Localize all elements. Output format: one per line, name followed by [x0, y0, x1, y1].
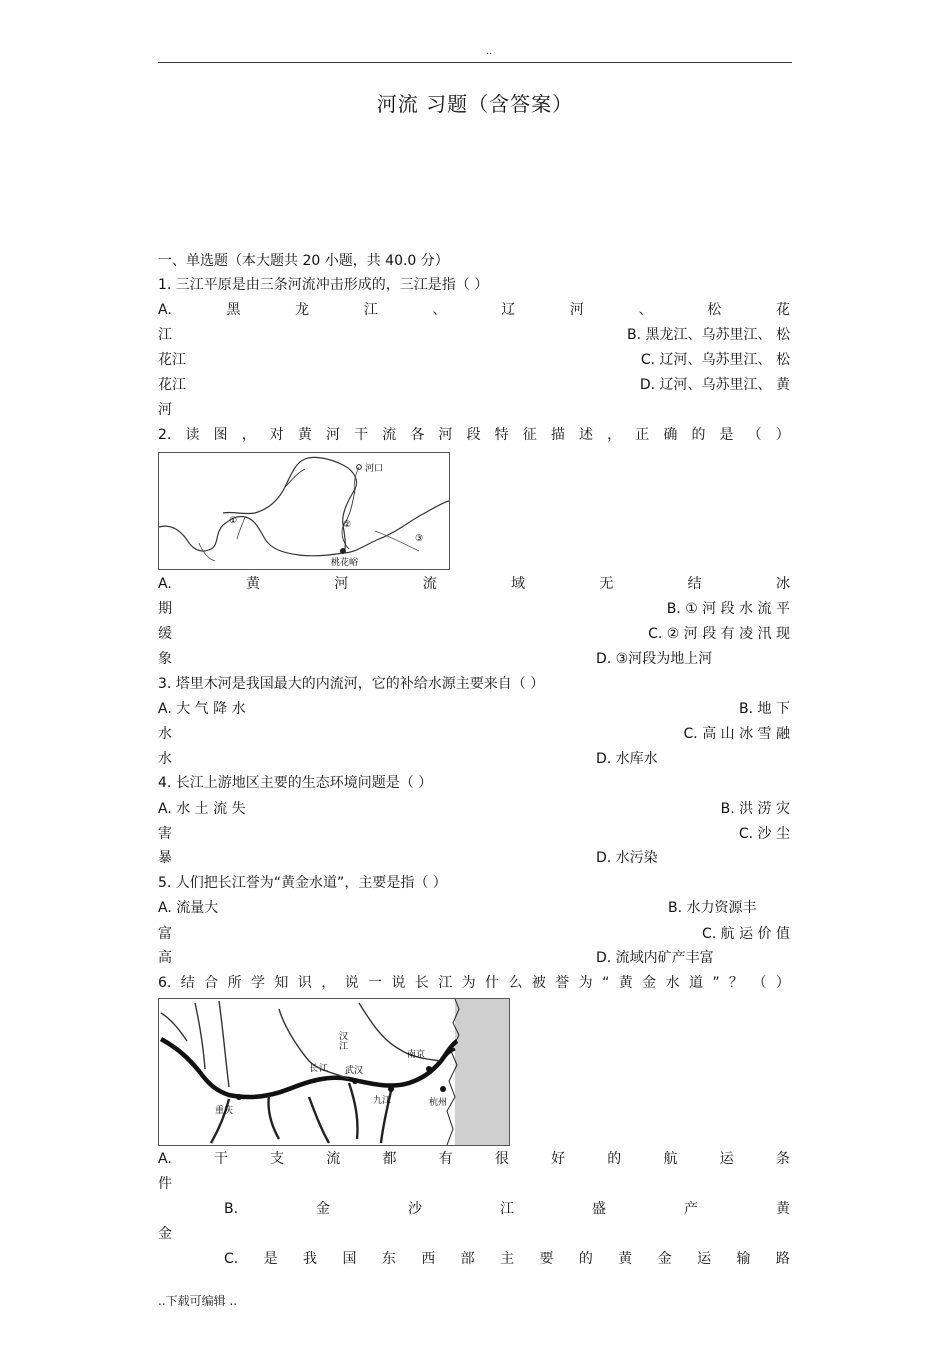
map-label-hekou: 河口: [365, 464, 384, 474]
chongqing-marker: [236, 1094, 242, 1100]
q6-option-b-char: 江: [500, 1201, 515, 1217]
sea-area: [455, 999, 509, 1145]
q6-option-a-tail: 件: [158, 1176, 172, 1192]
q6-option-c-char: 主: [500, 1251, 515, 1267]
q2-option-a-char: 结: [687, 576, 702, 592]
q6-stem-char: ，: [321, 975, 336, 991]
q6-option-a-char: 支: [270, 1151, 285, 1167]
q2-option-a-tail: 期: [158, 601, 172, 617]
q2-stem-char: 流: [382, 427, 397, 443]
map-label-nanjing: 南京: [407, 1050, 426, 1060]
q2-option-b: B. ① 河 段 水 流 平: [666, 601, 790, 617]
q6-option-a-char: 条: [775, 1151, 790, 1167]
q2-option-a-char: 黄: [246, 576, 261, 592]
q6-stem-char: 所: [227, 975, 242, 991]
wuhan-marker: [352, 1078, 358, 1084]
q3-option-b-tail: 水: [158, 726, 172, 742]
q2-stem-char: ，: [241, 427, 256, 443]
q6-option-a-char: 好: [551, 1151, 566, 1167]
q6-option-b-char: 产: [683, 1201, 698, 1217]
jiujiang-marker: [388, 1086, 394, 1092]
q6-stem-char: 6.: [158, 975, 172, 991]
q6-option-c-char: 输: [736, 1251, 751, 1267]
q5-option-d: D. 流域内矿产丰富: [596, 950, 714, 966]
q6-stem-char: 一: [368, 975, 383, 991]
q1-option-a-char: 辽: [501, 302, 516, 318]
map-label-1: ①: [229, 516, 238, 526]
q2-stem-char: 河: [326, 427, 341, 443]
q6-option-c-char: 黄: [618, 1251, 633, 1267]
q5-option-c-tail: 高: [158, 950, 172, 966]
q6-stem-char: “: [602, 975, 610, 991]
q4-stem: 4. 长江上游地区主要的生态环境问题是（ ）: [158, 775, 433, 791]
q2-option-a: [158, 575, 790, 593]
taohuayu-marker: [340, 548, 346, 554]
map-label-wuhan: 武汉: [345, 1066, 364, 1076]
q2-stem-char: 描: [550, 427, 565, 443]
q6-stem-char: 说: [344, 975, 359, 991]
q6-stem-char: 水: [665, 975, 680, 991]
q6-stem-char: 什: [485, 975, 500, 991]
q3-option-a: A. 大 气 降 水: [158, 701, 246, 717]
q1-stem: 1. 三江平原是由三条河流冲击形成的，三江是指（ ）: [158, 277, 489, 293]
q1-option-d: D. 辽河、乌苏里江、 黄: [639, 377, 790, 393]
q6-stem-char: 说: [391, 975, 406, 991]
q2-stem-char: 征: [522, 427, 537, 443]
q6-option-a-char: 都: [382, 1151, 397, 1167]
section-heading: 一、单选题（本大题共 20 小题，共 40.0 分）: [158, 253, 449, 269]
q6-option-b-char: 盛: [592, 1201, 606, 1217]
q6-option-b-char: 黄: [775, 1201, 790, 1217]
q2-option-a-char: 河: [334, 576, 349, 592]
map-label-jiujiang: 九江: [373, 1096, 392, 1106]
map-label-2: ②: [343, 520, 352, 530]
map-label-3: ③: [415, 534, 424, 544]
q1-option-c: C. 辽河、乌苏里江、 松: [640, 352, 790, 368]
q2-stem-char: 对: [269, 427, 284, 443]
q1-option-a: [158, 301, 790, 319]
q4-option-c: C. 沙 尘: [738, 826, 790, 842]
q6-option-b-char: 金: [316, 1201, 331, 1217]
footer-text: ..下载可编辑 ..: [158, 1294, 238, 1308]
q2-option-a-char: 域: [511, 576, 526, 592]
q5-stem: 5. 人们把长江誉为“黄金水道”，主要是指（ ）: [158, 875, 447, 891]
q2-stem-char: 各: [410, 427, 425, 443]
q6-stem-char: 江: [438, 975, 453, 991]
q1-option-a-char: 江: [363, 302, 378, 318]
q2-stem-char: ）: [775, 427, 790, 443]
q6-stem-char: 金: [642, 975, 657, 991]
q2-stem-char: 是: [719, 427, 734, 443]
q2-option-a-char: 无: [599, 576, 614, 592]
q2-stem-char: （: [747, 427, 762, 443]
q2-stem-char: 图: [213, 427, 228, 443]
q6-option-a-char: A.: [158, 1151, 172, 1167]
q2-option-c: C. ② 河 段 有 凌 汛 现: [648, 626, 790, 642]
q6-stem-char: 长: [414, 975, 429, 991]
q6-option-a-char: 运: [719, 1151, 734, 1167]
map-label-chang: 长: [309, 1064, 319, 1074]
q6-stem-char: 为: [578, 975, 593, 991]
q6-option-c-char: 的: [578, 1251, 593, 1267]
q6-stem-char: ）: [775, 975, 790, 991]
q5-option-c: C. 航 运 价 值: [701, 926, 790, 942]
q1-option-c-tail: 花江: [158, 377, 186, 393]
q6-option-b-char: 沙: [408, 1201, 423, 1217]
q6-option-b: [224, 1200, 790, 1218]
q2-option-c-tail: 象: [158, 651, 172, 667]
q5-option-a: A. 流量大: [158, 900, 219, 916]
q2-stem: [158, 426, 790, 444]
q6-option-c-char: 要: [539, 1251, 554, 1267]
q6-option-c-char: C.: [224, 1251, 239, 1267]
q1-option-a-tail: 江: [158, 327, 172, 343]
map-label-han-jiang: 江: [339, 1042, 349, 1052]
q4-option-b: B. 洪 涝 灾: [720, 801, 790, 817]
q6-stem-char: 为: [461, 975, 476, 991]
header-dots: ..: [486, 46, 493, 57]
q2-option-a-char: A.: [158, 576, 172, 592]
q6-option-a: [158, 1150, 790, 1168]
q2-stem-char: 2.: [158, 427, 172, 443]
q1-option-a-char: 河: [569, 302, 584, 318]
q4-option-a: A. 水 土 流 失: [158, 801, 246, 817]
q6-option-a-char: 有: [438, 1151, 453, 1167]
q2-stem-char: 正: [635, 427, 650, 443]
q6-option-c-char: 我: [303, 1251, 318, 1267]
q4-option-d: D. 水污染: [596, 850, 658, 866]
header-rule: [158, 62, 792, 63]
q2-option-b-tail: 缓: [158, 626, 172, 642]
q3-option-b: B. 地 下: [739, 701, 790, 717]
q1-option-a-char: 黑: [226, 302, 241, 318]
q6-option-a-char: 流: [326, 1151, 341, 1167]
q3-stem: 3. 塔里木河是我国最大的内流河，它的补给水源主要来自（ ）: [158, 676, 545, 692]
q6-stem-char: 么: [508, 975, 523, 991]
q1-option-b-tail: 花江: [158, 352, 186, 368]
q1-option-a-char: 、: [638, 302, 653, 318]
q2-stem-char: 读: [185, 427, 200, 443]
map-label-taohuayu: 桃花峪: [331, 558, 359, 568]
q2-stem-char: ，: [607, 427, 622, 443]
q1-option-b: B. 黑龙江、乌苏里江、 松: [627, 327, 790, 343]
q2-option-d: D. ③河段为地上河: [596, 651, 713, 667]
map-label-jiang: 江: [319, 1064, 329, 1074]
q2-stem-char: 特: [494, 427, 509, 443]
map-label-hangzhou: 杭州: [429, 1098, 448, 1108]
q1-option-d-tail: 河: [158, 402, 172, 418]
q6-stem-char: （: [752, 975, 767, 991]
q6-option-c-char: 部: [460, 1251, 475, 1267]
q6-stem-char: 被: [531, 975, 546, 991]
q6-option-b-tail: 金: [158, 1226, 172, 1242]
q6-option-c-char: 金: [657, 1251, 672, 1267]
q2-stem-char: 述: [579, 427, 593, 443]
q1-option-a-char: A.: [158, 302, 172, 318]
q1-option-a-char: 松: [707, 302, 722, 318]
q3-option-c-tail: 水: [158, 751, 172, 767]
page-title: 河流 习题（含答案）: [376, 92, 574, 116]
map-label-chongqing: 重庆: [215, 1106, 234, 1116]
q6-option-a-char: 干: [213, 1151, 228, 1167]
q6-stem-char: 学: [250, 975, 265, 991]
q2-stem-char: 黄: [297, 427, 312, 443]
q6-stem-char: ”: [712, 975, 720, 991]
yellow-river-map: [158, 452, 450, 570]
q6-stem-char: 合: [204, 975, 219, 991]
q6-option-c-char: 是: [263, 1251, 278, 1267]
q6-option-b-char: B.: [224, 1201, 239, 1217]
q1-option-a-char: 龙: [295, 302, 310, 318]
q2-option-a-char: 冰: [775, 576, 790, 592]
q2-stem-char: 的: [691, 427, 706, 443]
q2-option-a-char: 流: [422, 576, 437, 592]
q2-stem-char: 确: [663, 427, 678, 443]
hangzhou-marker: [440, 1086, 446, 1092]
q1-option-a-char: 花: [775, 302, 790, 318]
q6-stem: [158, 974, 790, 992]
q2-stem-char: 河: [438, 427, 453, 443]
yangtze-river-map: [158, 998, 510, 1146]
q6-stem-char: 道: [688, 975, 703, 991]
q5-option-b-tail: 富: [158, 926, 172, 942]
q6-option-c-char: 东: [381, 1251, 396, 1267]
q6-option-c: [224, 1250, 790, 1268]
q4-option-b-tail: 害: [158, 826, 172, 842]
q6-stem-char: 结: [180, 975, 195, 991]
q6-option-a-char: 航: [663, 1151, 678, 1167]
q6-option-a-char: 的: [607, 1151, 622, 1167]
q6-stem-char: 知: [274, 975, 289, 991]
q6-option-c-char: 国: [342, 1251, 357, 1267]
q6-option-c-char: 西: [421, 1251, 436, 1267]
map-label-han: 汉: [339, 1032, 349, 1042]
q3-option-c: C. 高 山 冰 雪 融: [683, 726, 790, 742]
q4-option-c-tail: 暴: [158, 850, 172, 866]
q2-stem-char: 干: [354, 427, 369, 443]
q6-option-c-char: 运: [697, 1251, 712, 1267]
q2-stem-char: 段: [466, 427, 481, 443]
q6-stem-char: ？: [729, 975, 744, 991]
q6-stem-char: 识: [297, 975, 312, 991]
q6-option-c-char: 路: [775, 1251, 790, 1267]
q5-option-b: B. 水力资源丰: [668, 900, 757, 916]
nanjing-marker: [426, 1066, 432, 1072]
q6-stem-char: 誉: [555, 975, 570, 991]
q6-option-a-char: 很: [494, 1151, 509, 1167]
q6-stem-char: 黄: [618, 975, 633, 991]
q3-option-d: D. 水库水: [596, 751, 658, 767]
q1-option-a-char: 、: [432, 302, 447, 318]
